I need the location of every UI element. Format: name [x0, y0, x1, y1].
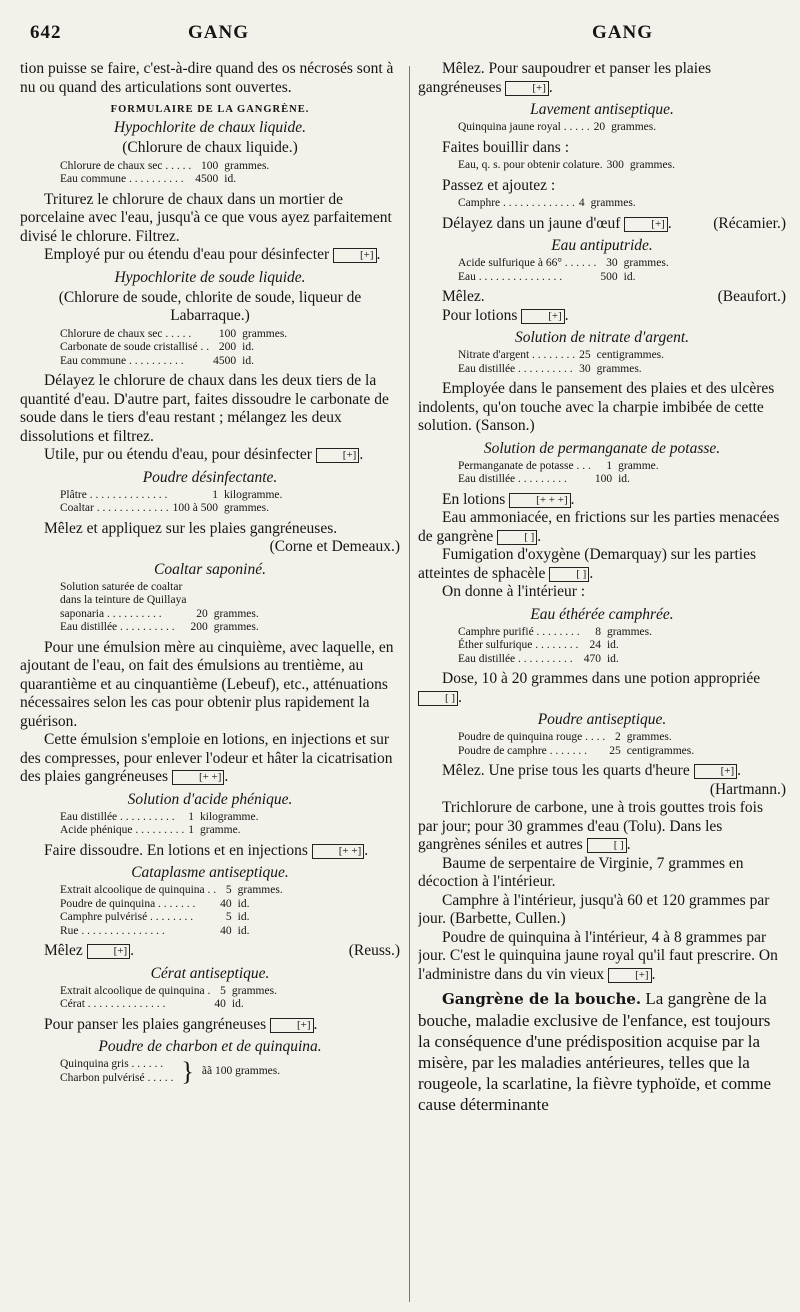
paragraph: Passez et ajoutez :: [442, 176, 556, 194]
recipe-table: [60, 328, 291, 369]
recipe-row: [60, 355, 291, 369]
charbon-recipe: Quinquina gris . . . . . . Charbon pulvérisé . . . . . } ãã 100 grammes.: [60, 1056, 281, 1086]
ingredient-name: Carbonate de soude cristallisé . .: [60, 341, 210, 353]
recipe-title: Solution d'acide phénique.: [127, 790, 293, 808]
recipe-row: [458, 349, 668, 363]
ingredient-name: dans la teinture de Quillaya: [60, 594, 187, 606]
ingredient-qty: 4500: [213, 354, 237, 367]
ingredient-unit: id.: [237, 911, 250, 923]
ingredient-unit: centigrammes.: [596, 349, 665, 361]
ingredient-unit: id.: [231, 998, 244, 1010]
section-heading: Gangrène de la bouche.: [442, 990, 642, 1008]
recipe-row: [60, 594, 263, 608]
ingredient-name: Poudre de camphre . . . . . . .: [458, 744, 588, 757]
paragraph: Mêlez [+] . (Reuss.): [44, 942, 400, 959]
ingredient-unit: grammes.: [223, 502, 269, 514]
recipe-row: [60, 884, 287, 898]
ingredient-name: Eau distillée . . . . . . . . . .: [60, 810, 175, 823]
ingredient-unit: id.: [224, 173, 237, 185]
recipe-table: [458, 159, 679, 173]
ingredient-name: Eau commune . . . . . . . . . .: [60, 173, 184, 185]
paragraph: Eau ammoniacée, en frictions sur les parties menacées de gangrène [ ] .: [418, 509, 780, 545]
ingredient-unit: id.: [242, 341, 254, 353]
recipe-row: [60, 985, 281, 999]
paragraph: Mêlez. Pour saupoudrer et panser les plaies gangréneuses [+] .: [418, 60, 712, 96]
plus-box-symbol: [+ +]: [172, 770, 224, 785]
recipe-table: [458, 349, 668, 376]
recipe-table: [60, 160, 273, 187]
ingredient-name: Eau distillée . . . . . . . . . .: [458, 362, 573, 375]
paragraph: Trichlorure de carbone, une à trois gouttes trois fois par jour; pour 30 grammes d'eau (Tolu). Dans les gangrènes séniles et autres [ ] .: [418, 799, 763, 853]
ingredient-qty: 5: [220, 984, 226, 997]
paragraph: Fumigation d'oxygène (Demarquay) sur les parties atteintes de sphacèle [ ] .: [418, 546, 757, 582]
recipe-row: [458, 121, 660, 135]
recipe-row: [60, 160, 273, 174]
ingredient-name: Eau, q. s. pour obtenir colature.: [458, 159, 603, 171]
empty-box-symbol: [ ]: [418, 691, 458, 706]
recipe-title: Lavement antiseptique.: [530, 101, 674, 118]
recipe-row: [60, 925, 287, 939]
plus-box-symbol: [+ +]: [312, 844, 364, 859]
ingredient-name: Quinquina jaune royal . . . . .: [458, 121, 590, 133]
recipe-row: [458, 197, 640, 211]
ingredient-name: Eau distillée . . . . . . . . .: [458, 473, 567, 485]
recipe-table: [458, 460, 663, 487]
recipe-row: [60, 998, 281, 1012]
ingredient-name: Eau . . . . . . . . . . . . . . .: [458, 270, 563, 283]
paragraph: Baume de serpentaire de Virginie, 7 grammes en décoction à l'intérieur.: [418, 854, 744, 890]
paragraph: Employée dans le pansement des plaies et des ulcères indolents, qu'on touche avec la charpie imbibée de cette solution. (Sanson.): [418, 380, 775, 434]
author-reference: (Corne et Demeaux.): [269, 538, 400, 555]
empty-box-symbol: [ ]: [549, 567, 589, 582]
plus-box-symbol: [+]: [505, 81, 549, 96]
paragraph: Camphre à l'intérieur, jusqu'à 60 et 120 grammes par jour. (Barbette, Cullen.): [418, 891, 770, 927]
ingredient-name: saponaria . . . . . . . . . .: [60, 607, 162, 620]
recipe-row: [458, 460, 663, 474]
ingredient-qty: 4500: [195, 173, 219, 185]
ingredient-name: Nitrate d'argent . . . . . . . .: [458, 349, 576, 361]
recipe-title: Hypochlorite de soude liquide.: [114, 268, 306, 286]
ingredient-qty: 1: [606, 459, 613, 472]
paragraph: Mêlez et appliquez sur les plaies gangréneuses.: [44, 519, 338, 537]
recipe-row: [60, 608, 263, 622]
plus-box-symbol: [+]: [608, 968, 652, 983]
ingredient-unit: [214, 594, 263, 608]
ingredient-name: Poudre de quinquina . . . . . . .: [60, 897, 196, 910]
ingredient-qty: [190, 581, 213, 595]
left-running-title: GANG: [188, 22, 249, 43]
ingredient-unit: gramme.: [200, 824, 241, 836]
recipe-title: Poudre de charbon et de quinquina.: [98, 1038, 322, 1055]
ingredient-qty: 30: [579, 362, 591, 375]
ingredient-name: Eau commune . . . . . . . . . .: [60, 354, 184, 367]
ingredient-qty: 300: [606, 159, 624, 171]
ingredient-qty: 40: [214, 998, 226, 1010]
author-reference: (Récamier.): [713, 214, 786, 232]
ingredient-unit: id.: [237, 897, 250, 910]
recipe-row: [60, 581, 263, 595]
brace-symbol: }: [181, 1056, 194, 1086]
ingredient-unit: id.: [606, 639, 619, 651]
recipe-row: [458, 271, 673, 285]
ingredient-qty: 1: [212, 488, 218, 501]
recipe-row: [458, 639, 656, 653]
ingredient-unit: grammes.: [213, 607, 259, 620]
ingredient-qty: 100: [594, 473, 613, 485]
ingredient-unit: centigrammes.: [626, 744, 695, 757]
recipe-title: Solution de permanganate de potasse.: [483, 439, 721, 457]
intro-paragraph: tion puisse se faire, c'est-à-dire quand des os nécrosés sont à nu ou quand des articulations sont ouvertes.: [20, 60, 394, 96]
recipe-table: [60, 884, 287, 938]
left-column: [20, 60, 400, 1304]
ingredient-unit: grammes.: [611, 121, 657, 133]
ingredient-name: Poudre de quinquina rouge . . . .: [458, 731, 606, 743]
ingredient-qty: 30: [606, 257, 618, 269]
ingredient-qty: 470: [583, 652, 601, 665]
recipe-title: Coaltar saponiné.: [154, 560, 266, 578]
empty-box-symbol: [ ]: [587, 838, 627, 853]
paragraph: Mêlez. Une prise tous les quarts d'heure [+] .: [442, 762, 741, 779]
recipe-row: [458, 745, 698, 759]
ingredient-qty: 100 à 500: [172, 502, 218, 514]
ingredient-qty: 200: [190, 621, 208, 633]
ingredient-qty: 2: [615, 731, 621, 743]
ingredient-qty: 100: [201, 159, 219, 172]
ingredient-qty: 1: [188, 824, 194, 836]
ingredient-unit: grammes.: [237, 884, 283, 896]
ingredient-name: Permanganate de potasse . . .: [458, 459, 591, 472]
plus-box-symbol: [+]: [694, 764, 738, 779]
ingredient-unit: id.: [623, 270, 636, 283]
ingredient-unit: id.: [618, 473, 630, 485]
ingredient-unit: [214, 581, 263, 595]
recipe-row: [60, 811, 262, 825]
recipe-row: [458, 363, 668, 377]
paragraph: Délayez le chlorure de chaux dans les deux tiers de la quantité d'eau. D'autre part, faites dissoudre le carbonate de soude dans le tiers d'eau restant ; mélangez les deux dissolutions et filtrez.: [20, 372, 389, 445]
recipe-title: Poudre antiseptique.: [537, 711, 667, 728]
recipe-table: [458, 257, 673, 284]
author-reference: (Reuss.): [348, 942, 400, 959]
ingredient-unit: grammes.: [626, 731, 672, 743]
ingredient-name: Extrait alcoolique de quinquina . .: [60, 884, 217, 896]
paragraph: On donne à l'intérieur :: [442, 583, 586, 600]
paragraph: Pour panser les plaies gangréneuses [+] .: [44, 1015, 318, 1033]
ingredient-qty: 8: [595, 625, 601, 638]
recipe-row: [60, 489, 286, 503]
recipe-row: [458, 653, 656, 667]
column-divider: [409, 66, 410, 1302]
recipe-title: Solution de nitrate d'argent.: [514, 329, 690, 346]
ingredient-unit: grammes.: [213, 621, 259, 633]
ingredient-name: Chlorure de chaux sec . . . . .: [60, 159, 192, 172]
author-reference: (Beaufort.): [717, 288, 786, 305]
ingredient-name: Coaltar . . . . . . . . . . . . .: [60, 502, 169, 514]
ingredient-name: Éther sulfurique . . . . . . . .: [458, 639, 579, 651]
ingredient-qty: 25: [579, 349, 591, 361]
ingredient-name: Camphre pulvérisé . . . . . . . .: [60, 911, 194, 923]
paragraph: Pour une émulsion mère au cinquième, avec laquelle, en ajoutant de l'eau, on fait des émulsions au trentième, au quarantième et au cinquantième (Lebeuf), etc., atténuations nécessaires selon les cas pour obtenir plus rapidement la guérison.: [20, 638, 394, 730]
recipe-title: Hypochlorite de chaux liquide.: [114, 119, 306, 136]
ingredient-qty: 100: [218, 327, 237, 340]
ingredient-name: Cérat . . . . . . . . . . . . . .: [60, 998, 166, 1010]
ingredient-qty: 1: [188, 810, 194, 823]
running-header: [0, 22, 800, 52]
ingredient-qty: 40: [220, 897, 232, 910]
ingredient-qty: 24: [589, 639, 601, 651]
recipe-row: [60, 502, 286, 516]
recipe-row: [458, 159, 679, 173]
right-running-title: GANG: [592, 22, 653, 43]
ingredient-unit: grammes.: [606, 625, 652, 638]
recipe-title: Eau antiputride.: [551, 237, 653, 254]
ingredient-qty: 25: [609, 744, 621, 757]
ingredient-name: Plâtre . . . . . . . . . . . . . .: [60, 488, 168, 501]
recipe-row: [458, 731, 698, 745]
ingredient-unit: id.: [242, 354, 254, 367]
paragraph: Délayez dans un jaune d'œuf [+] . (Récamier.): [442, 214, 786, 232]
formulaire-heading: FORMULAIRE DE LA GANGRÈNE.: [110, 104, 310, 115]
empty-box-symbol: [ ]: [497, 530, 537, 545]
page-number: 642: [30, 22, 62, 43]
ingredient-unit: grammes.: [590, 197, 636, 209]
ingredient-unit: grammes.: [242, 327, 288, 340]
ingredient-unit: grammes.: [623, 257, 669, 269]
ingredient-unit: grammes.: [224, 159, 270, 172]
plus-box-symbol: [+]: [333, 248, 377, 263]
plus-box-symbol: [+]: [87, 944, 131, 959]
recipe-table: [458, 626, 656, 667]
recipe-row: [458, 626, 656, 640]
plus-box-symbol: [+]: [270, 1018, 314, 1033]
ingredient-unit: id.: [237, 924, 250, 937]
recipe-subtitle: (Chlorure de soude, chlorite de soude, liqueur de Labarraque.): [58, 288, 362, 324]
ingredient-unit: gramme.: [618, 459, 659, 472]
ingredient-qty: 20: [196, 607, 208, 620]
recipe-row: [60, 911, 287, 925]
recipe-title: Poudre désinfectante.: [142, 468, 278, 486]
ingredient-qty: 4: [578, 197, 585, 209]
recipe-table: [60, 489, 286, 516]
paragraph: Faites bouillir dans :: [442, 138, 570, 156]
ingredient-name: Eau distillée . . . . . . . . . .: [60, 621, 175, 633]
paragraph: Faire dissoudre. En lotions et en injections [+ +] .: [44, 841, 369, 859]
paragraph: En lotions [+ + +] .: [442, 490, 575, 508]
paragraph: Dose, 10 à 20 grammes dans une potion appropriée [ ] .: [418, 670, 786, 707]
ingredient-name: Camphre purifié . . . . . . . .: [458, 625, 580, 638]
ingredient-name: Chlorure de chaux sec . . . . .: [60, 327, 192, 340]
ingredient-unit: grammes.: [596, 362, 642, 375]
recipe-row: [60, 824, 262, 838]
ingredient-unit: kilogramme.: [200, 810, 259, 823]
recipe-row: [60, 341, 291, 355]
recipe-title: Eau éthérée camphrée.: [530, 605, 674, 623]
recipe-row: [458, 257, 673, 271]
recipe-table: [60, 985, 281, 1012]
paragraph: Triturez le chlorure de chaux dans un mortier de porcelaine avec l'eau, jusqu'à ce que vous ayez parfaitement divisé le chlorure. Filtrez.: [20, 190, 392, 245]
plus-box-symbol: [+]: [521, 309, 565, 324]
recipe-table: [458, 197, 640, 211]
ingredient-unit: grammes.: [629, 159, 675, 171]
recipe-table: [60, 811, 262, 838]
recipe-table: [60, 581, 263, 635]
ingredient-qty: [190, 594, 213, 608]
paragraph: Mêlez. (Beaufort.): [442, 288, 786, 305]
ingredient-unit: grammes.: [231, 984, 277, 997]
recipe-row: [60, 328, 291, 342]
ingredient-name: Extrait alcoolique de quinquina .: [60, 984, 211, 997]
ingredient-qty: 500: [600, 270, 618, 283]
recipe-row: [60, 173, 273, 187]
author-reference: (Hartmann.): [709, 780, 786, 798]
recipe-table: [458, 731, 698, 758]
ingredient-unit: kilogramme.: [223, 488, 283, 501]
right-column: [418, 60, 786, 1304]
ingredient-unit: id.: [606, 652, 619, 665]
paragraph: Cette émulsion s'emploie en lotions, en injections et sur des compresses, pour enlever l'odeur et hâter la cicatrisation des plaies gangréneuses [+ +] .: [20, 731, 393, 785]
plus-box-symbol: [+ + +]: [509, 493, 570, 508]
ingredient-qty: 200: [218, 341, 237, 353]
ingredient-name: Rue . . . . . . . . . . . . . . .: [60, 924, 165, 937]
recipe-table: [458, 121, 660, 135]
ingredient-name: Solution saturée de coaltar: [60, 580, 183, 593]
ingredient-qty: 5: [225, 911, 232, 923]
paragraph: Pour lotions [+] .: [442, 306, 569, 324]
ingredient-name: Acide phénique . . . . . . . . .: [60, 824, 185, 836]
recipe-title: Cataplasme antiseptique.: [131, 864, 289, 881]
ingredient-name: Camphre . . . . . . . . . . . . .: [458, 197, 575, 209]
recipe-row: [458, 473, 663, 487]
ingredient-qty: 20: [593, 121, 606, 133]
recipe-row: [60, 898, 287, 912]
ingredient-name: Acide sulfurique à 66° . . . . . .: [458, 257, 597, 269]
ingredient-name: Eau distillée . . . . . . . . . .: [458, 652, 573, 665]
paragraph: Poudre de quinquina à l'intérieur, 4 à 8 grammes par jour. C'est le quinquina jaune royal qu'il faut prescrire. On l'administre dans du vin vieux [+] .: [418, 928, 778, 983]
ingredient-qty: 5: [225, 884, 232, 896]
ingredient-qty: 40: [220, 924, 232, 937]
paragraph: Utile, pur ou étendu d'eau, pour désinfecter [+] .: [44, 446, 364, 463]
paragraph: Employé pur ou étendu d'eau pour désinfecter [+] .: [44, 246, 381, 263]
recipe-title: Cérat antiseptique.: [150, 964, 270, 982]
plus-box-symbol: [+]: [624, 217, 668, 232]
recipe-row: [60, 621, 263, 635]
plus-box-symbol: [+]: [316, 448, 360, 463]
section-gangrene-bouche: Gangrène de la bouche. La gangrène de la bouche, maladie exclusive de l'enfance, est toujours la conséquence d'une prédisposition acquise par la misère, par les maladies antérieures, telles que la rougeole, la scarlatine, la fièvre typhoïde, et comme cause déterminante: [418, 989, 772, 1114]
recipe-subtitle: (Chlorure de chaux liquide.): [122, 139, 298, 156]
